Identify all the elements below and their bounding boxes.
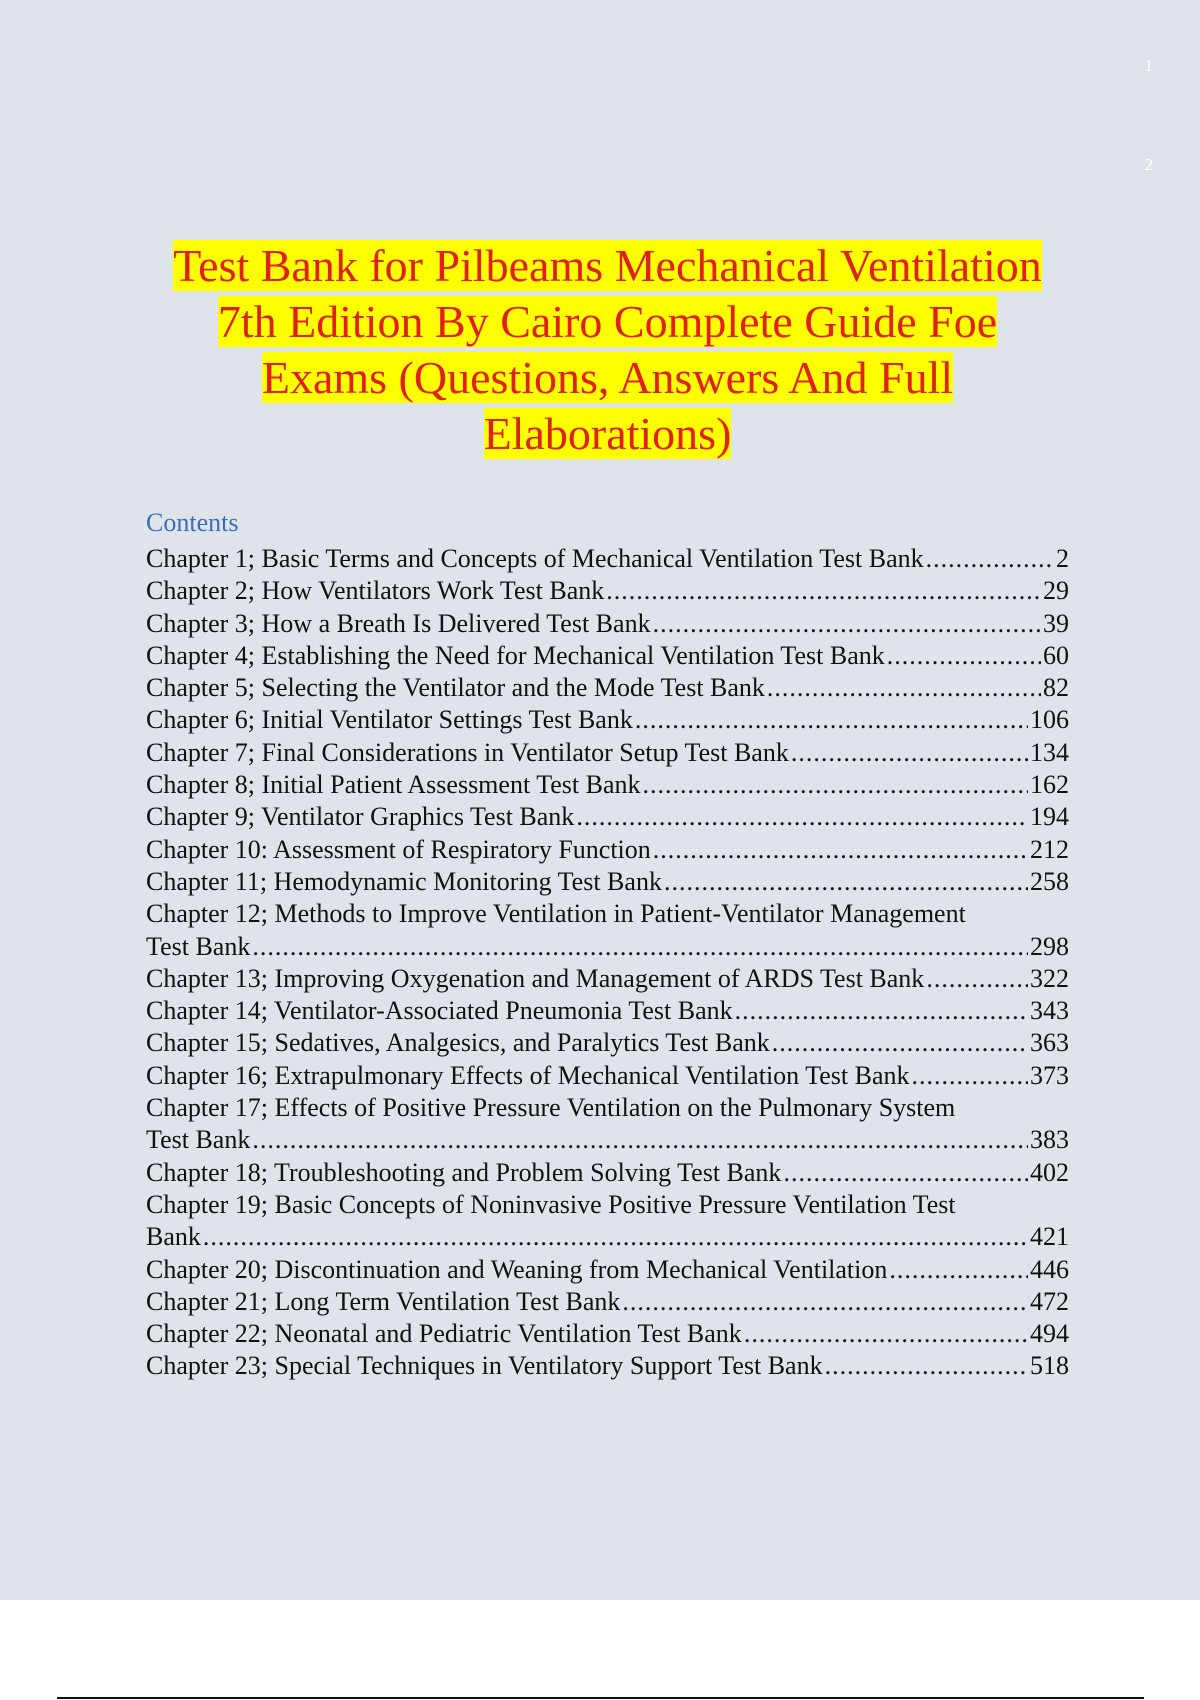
- toc-entry-label: Chapter 2; How Ventilators Work Test Bank: [146, 576, 605, 606]
- toc-entry[interactable]: [146, 640, 1069, 672]
- toc-dot-leader: [252, 931, 1028, 963]
- toc-entry-label: Chapter 3; How a Breath Is Delivered Test Bank: [146, 608, 651, 638]
- toc-entry[interactable]: [146, 704, 1069, 736]
- toc-entry-page-number: 162: [1030, 770, 1069, 800]
- footer-divider: [57, 1697, 1144, 1699]
- toc-entry-page-number: 373: [1030, 1060, 1069, 1090]
- toc-entry-page-number: 82: [1043, 673, 1069, 703]
- toc-entry-label: Chapter 21; Long Term Ventilation Test Bank: [146, 1286, 621, 1316]
- toc-entry-label: Test Bank: [146, 1125, 251, 1155]
- toc-dot-leader: [926, 543, 1054, 575]
- toc-dot-leader: [653, 608, 1041, 640]
- toc-entry-page-number: 298: [1030, 931, 1069, 961]
- toc-entry-label: Chapter 6; Initial Ventilator Settings Test Bank: [146, 705, 633, 735]
- title-line: 7th Edition By Cairo Complete Guide Foe: [217, 296, 998, 347]
- toc-entry-page-number: 29: [1043, 576, 1069, 606]
- toc-dot-leader: [635, 704, 1028, 736]
- toc-dot-leader: [744, 1318, 1028, 1350]
- toc-dot-leader: [887, 640, 1041, 672]
- toc-entry[interactable]: [146, 1092, 1069, 1157]
- toc-entry-label: Chapter 23; Special Techniques in Ventilatory Support Test Bank: [146, 1351, 823, 1381]
- toc-entry-label: Chapter 8; Initial Patient Assessment Test Bank: [146, 770, 641, 800]
- toc-entry[interactable]: [146, 737, 1069, 769]
- toc-entry-page-number: 60: [1043, 640, 1069, 670]
- toc-entry[interactable]: [146, 575, 1069, 607]
- toc-entry-page-number: 383: [1030, 1125, 1069, 1155]
- toc-entry-label: Chapter 5; Selecting the Ventilator and the Mode Test Bank: [146, 673, 765, 703]
- toc-entry-label: Chapter 10: Assessment of Respiratory Function: [146, 834, 651, 864]
- toc-entry-label: Chapter 1; Basic Terms and Concepts of Mechanical Ventilation Test Bank: [146, 544, 924, 573]
- toc-entry[interactable]: [146, 866, 1069, 898]
- line-number: 1: [1144, 56, 1153, 75]
- toc-entry-label: Chapter 22; Neonatal and Pediatric Ventilation Test Bank: [146, 1319, 742, 1349]
- toc-entry[interactable]: [146, 1350, 1069, 1382]
- toc-entry-label-first-line: Chapter 17; Effects of Positive Pressure Ventilation on the Pulmonary System: [146, 1093, 956, 1123]
- toc-entry-page-number: 39: [1043, 608, 1069, 638]
- toc-entry[interactable]: [146, 995, 1069, 1027]
- toc-entry[interactable]: [146, 1027, 1069, 1059]
- toc-dot-leader: [576, 801, 1028, 833]
- toc-entry-page-number: 194: [1030, 802, 1069, 832]
- toc-dot-leader: [926, 963, 1028, 995]
- toc-entry-page-number: 421: [1030, 1222, 1069, 1252]
- toc-entry[interactable]: [146, 1286, 1069, 1318]
- toc-entry[interactable]: [146, 608, 1069, 640]
- toc-dot-leader: [252, 1124, 1028, 1156]
- toc-entry-page-number: 363: [1030, 1028, 1069, 1058]
- toc-dot-leader: [622, 1286, 1028, 1318]
- toc-entry-page-number: 494: [1030, 1319, 1069, 1349]
- toc-entry[interactable]: [146, 672, 1069, 704]
- toc-dot-leader: [791, 737, 1028, 769]
- toc-dot-leader: [653, 834, 1028, 866]
- toc-entry-label: Chapter 20; Discontinuation and Weaning from Mechanical Ventilation: [146, 1254, 888, 1284]
- line-number: 2: [1144, 155, 1153, 174]
- toc-entry[interactable]: [146, 1254, 1069, 1286]
- toc-entry-page-number: 134: [1030, 737, 1069, 767]
- toc-dot-leader: [606, 575, 1041, 607]
- toc-dot-leader: [783, 1157, 1028, 1189]
- toc-dot-leader: [664, 866, 1028, 898]
- toc-entry[interactable]: [146, 1189, 1069, 1254]
- toc-entry-page-number: 258: [1030, 866, 1069, 896]
- toc-dot-leader: [825, 1350, 1028, 1382]
- title-line: Elaborations): [483, 408, 732, 459]
- toc-entry-label: Chapter 14; Ventilator-Associated Pneumonia Test Bank: [146, 996, 733, 1026]
- toc-entry-page-number: 2: [1056, 544, 1069, 573]
- toc-entry-page-number: 106: [1030, 705, 1069, 735]
- toc-entry-label: Chapter 11; Hemodynamic Monitoring Test Bank: [146, 866, 662, 896]
- toc-dot-leader: [735, 995, 1028, 1027]
- toc-entry-label: Chapter 18; Troubleshooting and Problem Solving Test Bank: [146, 1157, 782, 1187]
- toc-entry-page-number: 343: [1030, 996, 1069, 1026]
- toc-entry-label: Chapter 9; Ventilator Graphics Test Bank: [146, 802, 575, 832]
- toc-entry-page-number: 446: [1030, 1254, 1069, 1284]
- toc-entry-page-number: 322: [1030, 963, 1069, 993]
- table-of-contents: [146, 543, 1069, 1383]
- toc-entry-label: Test Bank: [146, 931, 251, 961]
- toc-entry[interactable]: [146, 834, 1069, 866]
- toc-entry-label: Chapter 15; Sedatives, Analgesics, and Paralytics Test Bank: [146, 1028, 770, 1058]
- toc-dot-leader: [912, 1060, 1028, 1092]
- toc-entry-page-number: 518: [1030, 1351, 1069, 1381]
- toc-entry[interactable]: [146, 801, 1069, 833]
- toc-entry[interactable]: [146, 1318, 1069, 1350]
- toc-dot-leader: [203, 1221, 1028, 1253]
- contents-heading: Contents: [146, 508, 239, 537]
- toc-dot-leader: [889, 1254, 1028, 1286]
- toc-entry[interactable]: [146, 543, 1069, 575]
- toc-entry-label: Chapter 7; Final Considerations in Ventilator Setup Test Bank: [146, 737, 789, 767]
- toc-entry-label: Chapter 4; Establishing the Need for Mechanical Ventilation Test Bank: [146, 640, 885, 670]
- toc-entry-page-number: 402: [1030, 1157, 1069, 1187]
- title-line: Test Bank for Pilbeams Mechanical Ventilation: [173, 240, 1042, 291]
- toc-entry[interactable]: [146, 1157, 1069, 1189]
- toc-entry-label-first-line: Chapter 19; Basic Concepts of Noninvasive Positive Pressure Ventilation Test: [146, 1189, 956, 1219]
- toc-entry[interactable]: [146, 1060, 1069, 1092]
- toc-entry-page-number: 212: [1030, 834, 1069, 864]
- toc-entry-label-first-line: Chapter 12; Methods to Improve Ventilation in Patient-Ventilator Management: [146, 899, 966, 929]
- toc-entry[interactable]: [146, 769, 1069, 801]
- toc-dot-leader: [772, 1027, 1028, 1059]
- toc-entry-label: Chapter 13; Improving Oxygenation and Management of ARDS Test Bank: [146, 963, 925, 993]
- toc-entry-page-number: 472: [1030, 1286, 1069, 1316]
- toc-entry-label: Bank: [146, 1222, 201, 1252]
- toc-entry[interactable]: [146, 963, 1069, 995]
- toc-dot-leader: [643, 769, 1028, 801]
- document-title: [130, 238, 1085, 462]
- toc-dot-leader: [767, 672, 1041, 704]
- toc-entry[interactable]: [146, 898, 1069, 963]
- title-line: Exams (Questions, Answers And Full: [261, 352, 954, 403]
- toc-entry-label: Chapter 16; Extrapulmonary Effects of Mechanical Ventilation Test Bank: [146, 1060, 910, 1090]
